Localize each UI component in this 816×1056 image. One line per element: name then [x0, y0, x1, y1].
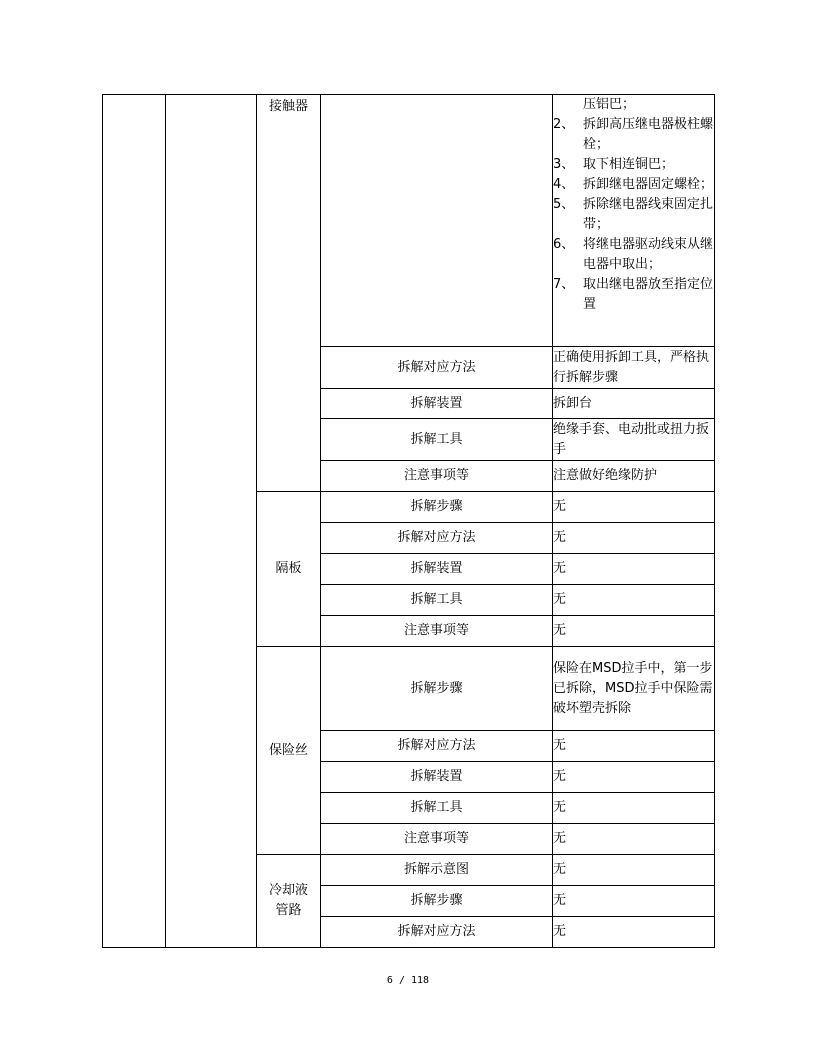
item-desc: 无 [553, 917, 715, 948]
item-desc: 无 [553, 616, 715, 647]
item-desc: 绝缘手套、电动批或扭力扳手 [553, 419, 715, 461]
item-desc: 无 [553, 793, 715, 824]
item-label: 注意事项等 [321, 461, 553, 492]
item-desc: 无 [553, 731, 715, 762]
part-fuse: 保险丝 [257, 647, 321, 855]
item-desc: 无 [553, 855, 715, 886]
part-contactor: 接触器 [257, 95, 321, 492]
step-number: 5、 [553, 197, 575, 212]
step-number: 2、 [553, 117, 575, 132]
disassembly-table [102, 94, 715, 948]
part-coolant-line2: 管路 [275, 903, 302, 918]
item-desc: 无 [553, 824, 715, 855]
item-label: 拆解对应方法 [321, 347, 553, 389]
item-label: 拆解示意图 [321, 855, 553, 886]
item-empty-cell [321, 95, 553, 347]
item-label: 拆解对应方法 [321, 523, 553, 554]
step-text: 拆卸继电器固定螺栓； [583, 177, 714, 192]
item-label: 拆解装置 [321, 762, 553, 793]
step-text: 压铝巴； [583, 97, 636, 112]
step-text: 将继电器驱动线束从继电器中取出； [583, 237, 714, 272]
step-number: 7、 [553, 277, 575, 292]
item-desc: 无 [553, 523, 715, 554]
item-desc: 拆卸台 [553, 389, 715, 419]
step-text: 拆除继电器线束固定扎带； [583, 197, 714, 232]
step-number: 6、 [553, 237, 575, 252]
item-label: 拆解装置 [321, 389, 553, 419]
item-desc: 保险在MSD拉手中，第一步已拆除，MSD拉手中保险需破坏塑壳拆除 [553, 647, 715, 731]
blank-column-2 [166, 95, 257, 948]
part-coolant-line1: 冷却液 [268, 883, 308, 898]
item-label: 拆解工具 [321, 585, 553, 616]
item-desc: 无 [553, 762, 715, 793]
item-desc: 无 [553, 585, 715, 616]
item-desc: 无 [553, 886, 715, 917]
item-desc: 无 [553, 554, 715, 585]
item-desc: 注意做好绝缘防护 [553, 461, 715, 492]
part-coolant-pipe [257, 855, 321, 948]
item-label: 拆解对应方法 [321, 731, 553, 762]
step-text: 拆卸高压继电器极柱螺栓； [583, 117, 714, 152]
item-label: 拆解步骤 [321, 886, 553, 917]
table-row [103, 95, 715, 347]
part-partition: 隔板 [257, 492, 321, 647]
item-label: 拆解装置 [321, 554, 553, 585]
item-label: 拆解步骤 [321, 647, 553, 731]
item-label: 拆解对应方法 [321, 917, 553, 948]
step-number: 4、 [553, 177, 575, 192]
blank-column-1 [103, 95, 166, 948]
page-number: 6 / 118 [386, 975, 430, 986]
item-desc: 无 [553, 492, 715, 523]
item-label: 注意事项等 [321, 616, 553, 647]
step-number: 3、 [553, 157, 575, 172]
item-label: 拆解步骤 [321, 492, 553, 523]
step-text: 取出继电器放至指定位置 [583, 277, 714, 312]
contactor-steps [553, 95, 715, 347]
item-label: 注意事项等 [321, 824, 553, 855]
item-label: 拆解工具 [321, 419, 553, 461]
item-desc: 正确使用拆卸工具，严格执行拆解步骤 [553, 347, 715, 389]
step-text: 取下相连铜巴； [583, 157, 675, 172]
item-label: 拆解工具 [321, 793, 553, 824]
